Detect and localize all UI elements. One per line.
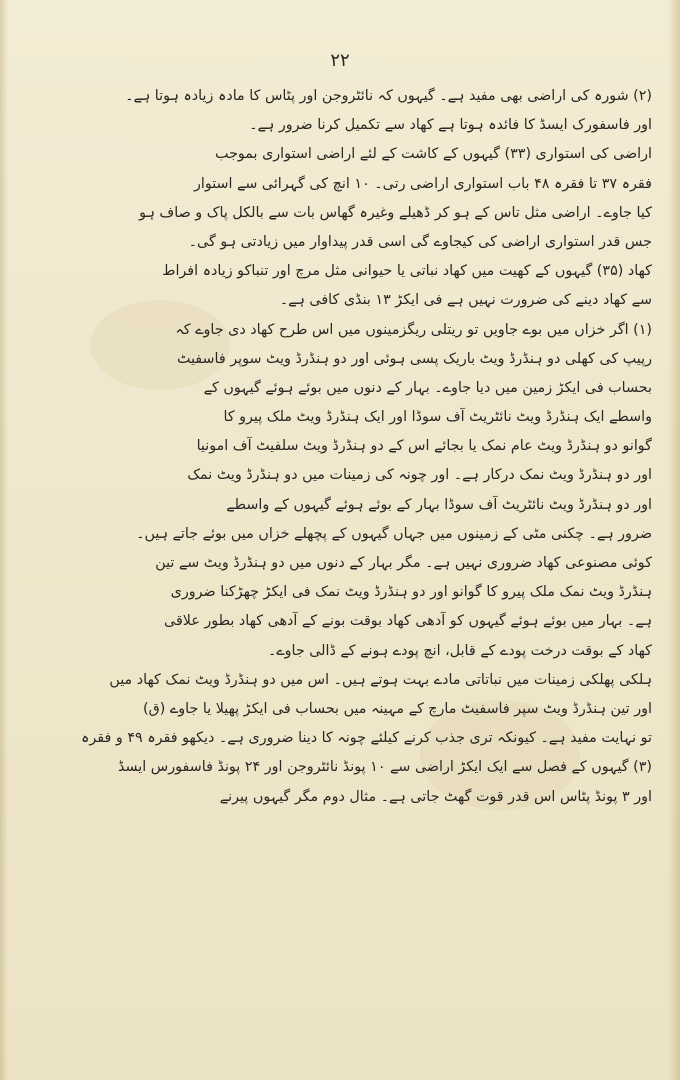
text-line: ضرور ہے۔ چکنی مٹی کے زمینوں میں جہاں گیہوں کے پچھلے خزاں میں بوئے جاتے ہیں۔: [136, 525, 652, 542]
handwritten-text-block: [40, 82, 652, 958]
text-line: اور دو ہنڈرڈ ویٹ نمک درکار ہے۔ اور چونہ کی زمینات میں دو ہنڈرڈ ویٹ نمک: [187, 467, 652, 484]
text-line: اور فاسفورک ایسڈ کا فائدہ ہوتا ہے کھاد سے تکمیل کرنا ضرور ہے۔: [249, 117, 652, 134]
page-number: ۲۲: [330, 50, 350, 71]
text-line: ہے۔ بہار میں بوئے ہوئے گیہوں کو آدھی کھاد بوقت بونے کے آدھی کھاد بطور علاقی: [164, 613, 652, 630]
text-line: تو نہایت مفید ہے۔ کیونکہ تری جذب کرنے کیلئے چونہ کا دینا ضروری ہے۔ دیکھو فقرہ ۴۹ و فقرہ: [80, 730, 652, 747]
text-line: [40, 812, 652, 841]
text-line: جس قدر استواری اراضی کی کیجاوے گی اسی قدر پیداوار میں زیادتی ہو گی۔: [188, 233, 652, 250]
text-line: اور تین ہنڈرڈ ویٹ سپر فاسفیٹ مارچ کے مہینہ میں بحساب فی ایکڑ پھیلا یا جاوے (ق): [143, 700, 652, 717]
text-line: ہلکی پھلکی زمینات میں نباتاتی مادے بہت ہوتے ہیں۔ اس میں دو ہنڈرڈ ویٹ نمک کھاد میں: [109, 671, 652, 688]
text-line: کھاد کے بوقت درخت پودے کے قابل، انچ پودے ہونے کے ڈالی جاوے۔: [267, 642, 652, 659]
text-line: واسطے ایک ہنڈرڈ ویٹ نائٹریٹ آف سوڈا اور ایک ہنڈرڈ ویٹ ملک پیرو کا: [223, 409, 652, 426]
text-line: اراضی کی استواری (۳۳) گیہوں کے کاشت کے لئے اراضی استواری بموجب: [215, 146, 652, 163]
text-line: کوئی مصنوعی کھاد ضروری نہیں ہے۔ مگر بہار کے دنوں میں دو ہنڈرڈ ویٹ سے تین: [155, 555, 652, 571]
text-line: [40, 928, 652, 957]
text-line: کھاد (۳۵) گیہوں کے کھیت میں کھاد نباتی یا حیوانی مثل مرچ اور تنباکو زیادہ افراط: [162, 263, 652, 280]
text-line: ہنڈرڈ ویٹ نمک ملک پیرو کا گوانو اور دو ہنڈرڈ ویٹ نمک فی ایکڑ چھڑکنا ضروری: [170, 584, 652, 601]
text-line: رپیپ کی کھلی دو ہنڈرڈ ویٹ باریک پسی ہوئی اور دو ہنڈرڈ ویٹ سوپر فاسفیٹ: [176, 350, 652, 367]
page-right-edge-shadow: [668, 0, 680, 1080]
page-left-edge-shadow: [0, 0, 8, 1080]
text-line: اور ۳ پونڈ پٹاس اس قدر قوت گھٹ جاتی ہے۔ مثال دوم مگر گیہوں پیرنے: [219, 788, 652, 805]
text-line: (۳) گیہوں کے فصل سے ایک ایکڑ اراضی سے ۱۰ پونڈ نائٹروجن اور ۲۴ پونڈ فاسفورس ایسڈ: [118, 759, 652, 776]
text-line: (۱) اگر خزاں میں بوے جاویں تو ریتلی ریگزمینوں میں اس طرح کھاد دی جاوے کہ: [175, 321, 652, 338]
text-line: سے کھاد دینے کی ضرورت نہیں ہے فی ایکڑ ۱۳ بنڈی کافی ہے۔: [279, 292, 652, 309]
text-line: اور دو ہنڈرڈ ویٹ نائٹریٹ آف سوڈا بہار کے بوئے ہوئے گیہوں کے واسطے: [226, 496, 652, 513]
text-line: [40, 870, 652, 899]
text-line: فقرہ ۳۷ تا فقرہ ۴۸ باب استواری اراضی رتی۔ ۱۰ انچ کی گہرائی سے استوار: [193, 175, 652, 192]
text-line: [40, 841, 652, 870]
text-line: (۲) شورہ کی اراضی بھی مفید ہے۔ گیہوں کہ نائٹروجن اور پٹاس کا مادہ زیادہ ہوتا ہے۔: [125, 88, 652, 104]
text-line: [40, 899, 652, 928]
text-line: گوانو دو ہنڈرڈ ویٹ عام نمک یا بجائے اس کے دو ہنڈرڈ ویٹ سلفیٹ آف امونیا: [196, 438, 652, 455]
text-line: کیا جاوے۔ اراضی مثل تاس کے ہو کر ڈھیلے وغیرہ گھاس بات سے بالکل پاک و صاف ہو: [139, 204, 652, 221]
text-line: بحساب فی ایکڑ زمین میں دیا جاوے۔ بہار کے دنوں میں بوئے ہوئے گیہوں کے: [203, 379, 652, 396]
